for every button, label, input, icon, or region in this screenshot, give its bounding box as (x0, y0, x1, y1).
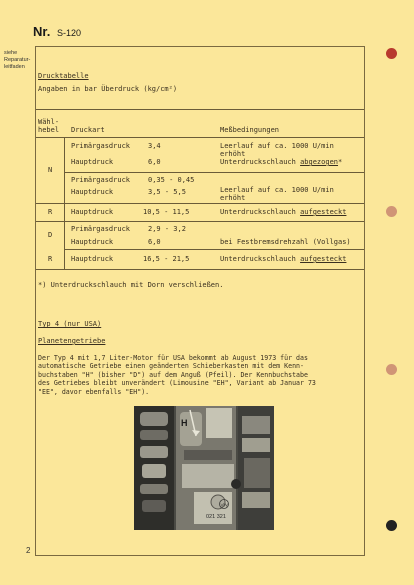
section-paragraph: Der Typ 4 mit 1,7 Liter-Motor für USA bekommt ab August 1973 für das automatische Getriebe einen geänderten Schieberkasten mit dem Kenn- buchstaben "H" (bisher "D") auf dem Anguß (Pfeil). Der Kennbuchstabe des Getriebes bleibt unverändert (Limousine "EH", Variant ab Januar 73 "EE", davor ebenfalls "EH"). (38, 354, 316, 396)
row-bedingung-text: Unterdruckschlauch (220, 208, 301, 216)
table-subtitle: Angaben in bar Überdruck (kg/cm²) (38, 85, 178, 93)
row-druckart: Primärgasdruck (71, 142, 131, 150)
row-bedingung-2: erhöht (220, 150, 246, 158)
row-bedingung: bei Festbremsdrehzahl (Vollgas) (220, 238, 351, 246)
binder-hole-icon (386, 48, 397, 59)
page-number: 2 (26, 546, 31, 555)
row-bedingung-underlined: aufgesteckt (300, 208, 347, 216)
row-bedingung-text: Unterdruckschlauch (220, 158, 301, 166)
row-wert: 10,5 - 11,5 (143, 208, 190, 216)
row-druckart: Hauptdruck (71, 188, 114, 196)
col-header-bedingungen: Meßbedingungen (220, 126, 280, 134)
table-line (36, 109, 364, 110)
part-number: 021 321 (206, 514, 226, 520)
row-druckart: Hauptdruck (71, 158, 114, 166)
col-header-druckart: Druckart (71, 126, 105, 134)
row-wert: 16,5 - 21,5 (143, 255, 190, 263)
binder-hole-icon (386, 520, 397, 531)
row-druckart: Primärgasdruck (71, 225, 131, 233)
row-bedingung-underlined: aufgesteckt (300, 255, 347, 263)
valve-body-image (134, 406, 274, 530)
row-wert: 3,4 (148, 142, 161, 150)
row-wert: 3,5 - 5,5 (148, 188, 186, 196)
col-header-hebel: hebel (38, 126, 60, 134)
row-bedingung-2: erhöht (220, 194, 246, 202)
logo-text: VW (220, 502, 228, 508)
row-bedingung: Leerlauf auf ca. 1000 U/min (220, 186, 334, 194)
table-title: Drucktabelle (38, 72, 89, 80)
table-line (36, 269, 364, 270)
row-bedingung (220, 158, 342, 167)
binder-hole-icon (386, 364, 397, 375)
row-bedingung (220, 208, 346, 217)
row-bedingung-underlined: abgezogen (300, 158, 339, 166)
row-druckart: Hauptdruck (71, 238, 114, 246)
row-druckart: Primärgasdruck (71, 176, 131, 184)
footnote: *) Unterdruckschlauch mit Dorn verschließen. (38, 281, 224, 289)
row-druckart: Hauptdruck (71, 208, 114, 216)
row-bedingung (220, 255, 346, 264)
side-note: siehe Reparatur-leitfaden (4, 50, 31, 70)
section-subtitle: Planetengetriebe (38, 337, 106, 345)
doc-number-code: S-120 (56, 28, 81, 38)
row-bedingung: Leerlauf auf ca. 1000 U/min (220, 142, 334, 150)
valve-body-photo (134, 406, 274, 530)
binder-hole-icon (386, 206, 397, 217)
table-line (64, 249, 364, 250)
row-wert: 6,0 (148, 158, 161, 166)
table-line (36, 221, 364, 222)
hebel-n: N (48, 166, 53, 174)
casting-letter: H (181, 418, 188, 428)
table-line (36, 203, 364, 204)
row-wert: 0,35 - 0,45 (148, 176, 195, 184)
row-bedingung-text: Unterdruckschlauch (220, 255, 301, 263)
col-header-wahl: Wähl- (38, 118, 60, 126)
row-wert: 6,0 (148, 238, 161, 246)
doc-number (33, 24, 81, 39)
footnote-marker: * (338, 158, 343, 166)
hebel-d: D (48, 231, 53, 239)
content-frame-bottom (35, 555, 365, 556)
row-wert: 2,9 - 3,2 (148, 225, 186, 233)
hebel-r: R (48, 255, 53, 263)
section-title: Typ 4 (nur USA) (38, 320, 102, 328)
table-line (36, 137, 364, 138)
hebel-r: R (48, 208, 53, 216)
row-druckart: Hauptdruck (71, 255, 114, 263)
table-line (64, 172, 364, 173)
doc-number-label: Nr. (33, 24, 51, 39)
